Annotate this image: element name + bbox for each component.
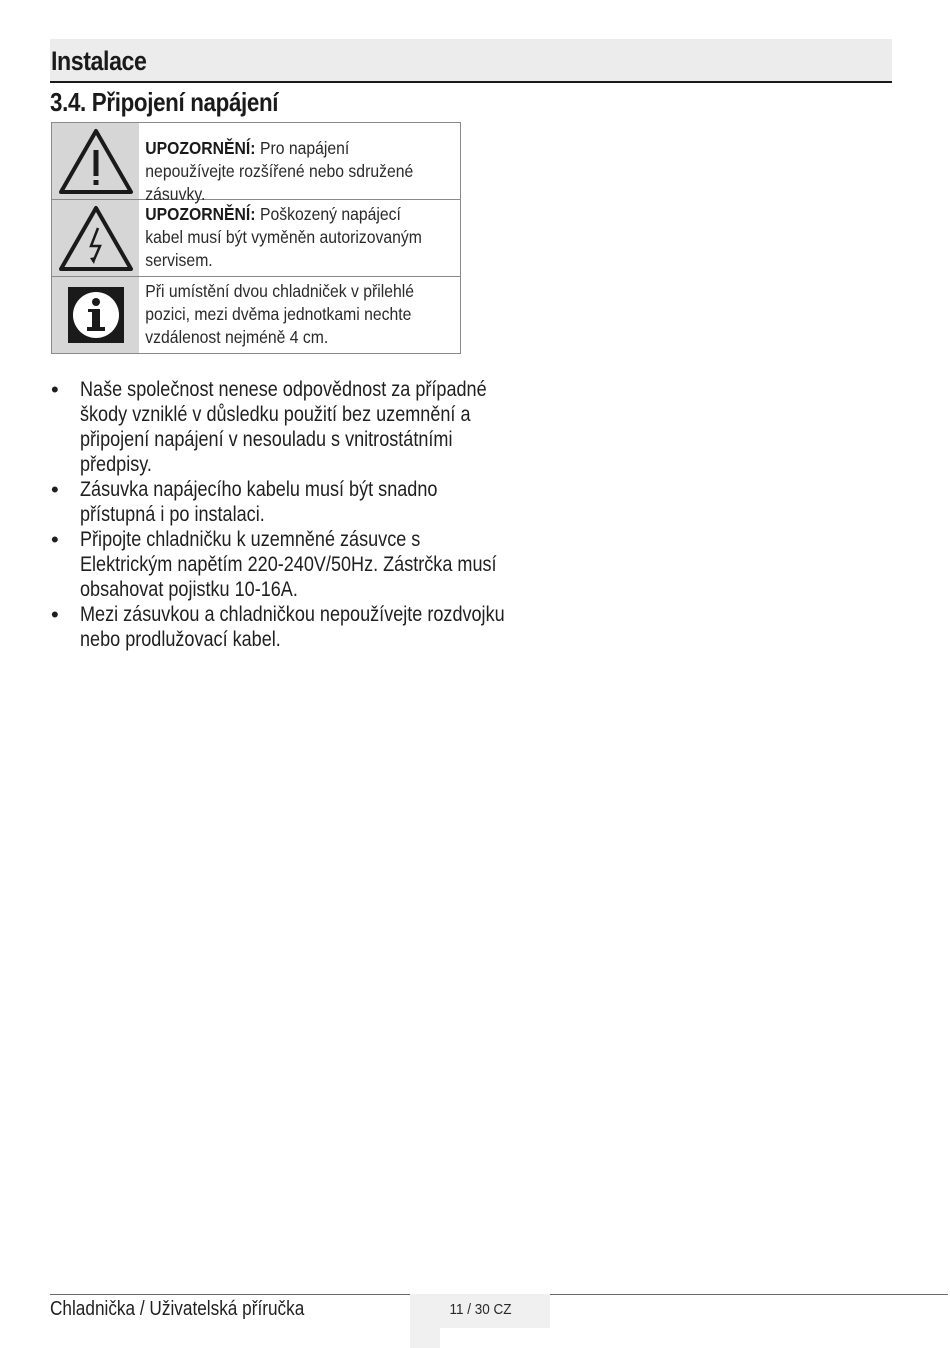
notice-label: UPOZORNĚNÍ: bbox=[145, 138, 256, 158]
footer-decoration bbox=[410, 1328, 440, 1348]
notice-body: Pro napájení nepoužívejte rozšířené nebo sdružené zásuvky. bbox=[145, 138, 414, 204]
bullet-icon: • bbox=[51, 377, 59, 402]
list-item: • Mezi zásuvkou a chladničkou nepoužívejte rozdvojku nebo prodlužovací kabel. bbox=[51, 602, 505, 651]
subsection-title: 3.4. Připojení napájení bbox=[50, 87, 279, 117]
notice-text bbox=[139, 123, 428, 204]
notice-row-electric bbox=[52, 200, 460, 277]
warning-icon bbox=[57, 126, 135, 196]
list-item: • Naše společnost nenese odpovědnost za případné škody vzniklé v důsledku použití bez uzemnění a připojení napájení v nesouladu s vnitrostátními předpisy. bbox=[51, 377, 487, 476]
list-item: • Zásuvka napájecího kabelu musí být snadno přístupná i po instalaci. bbox=[51, 477, 438, 526]
notice-text bbox=[139, 277, 428, 353]
notice-body: Při umístění dvou chladniček v přilehlé pozici, mezi dvěma jednotkami nechte vzdálenost nejméně 4 cm. bbox=[145, 281, 415, 347]
notice-row-warning bbox=[52, 123, 460, 204]
info-icon bbox=[66, 285, 126, 345]
section-title: Instalace bbox=[51, 46, 147, 76]
footer-document-title: Chladnička / Uživatelská příručka bbox=[50, 1298, 305, 1320]
bullet-icon: • bbox=[51, 602, 59, 627]
section-header bbox=[50, 39, 892, 83]
notice-text bbox=[139, 200, 428, 276]
page-number: 11 / 30 CZ bbox=[410, 1294, 550, 1328]
notice-body: Poškozený napájecí kabel musí být vyměněn autorizovaným servisem. bbox=[145, 204, 422, 270]
list-item: • Připojte chladničku k uzemněné zásuvce s Elektrickým napětím 220-240V/50Hz. Zástrčka musí obsahovat pojistku 10-16A. bbox=[51, 527, 497, 601]
notice-table bbox=[51, 122, 461, 354]
bullet-icon: • bbox=[51, 527, 59, 552]
electric-hazard-icon bbox=[57, 203, 135, 273]
bullet-list bbox=[50, 377, 510, 652]
notice-label: UPOZORNĚNÍ: bbox=[145, 204, 256, 224]
bullet-icon: • bbox=[51, 477, 59, 502]
notice-row-info bbox=[52, 277, 460, 353]
